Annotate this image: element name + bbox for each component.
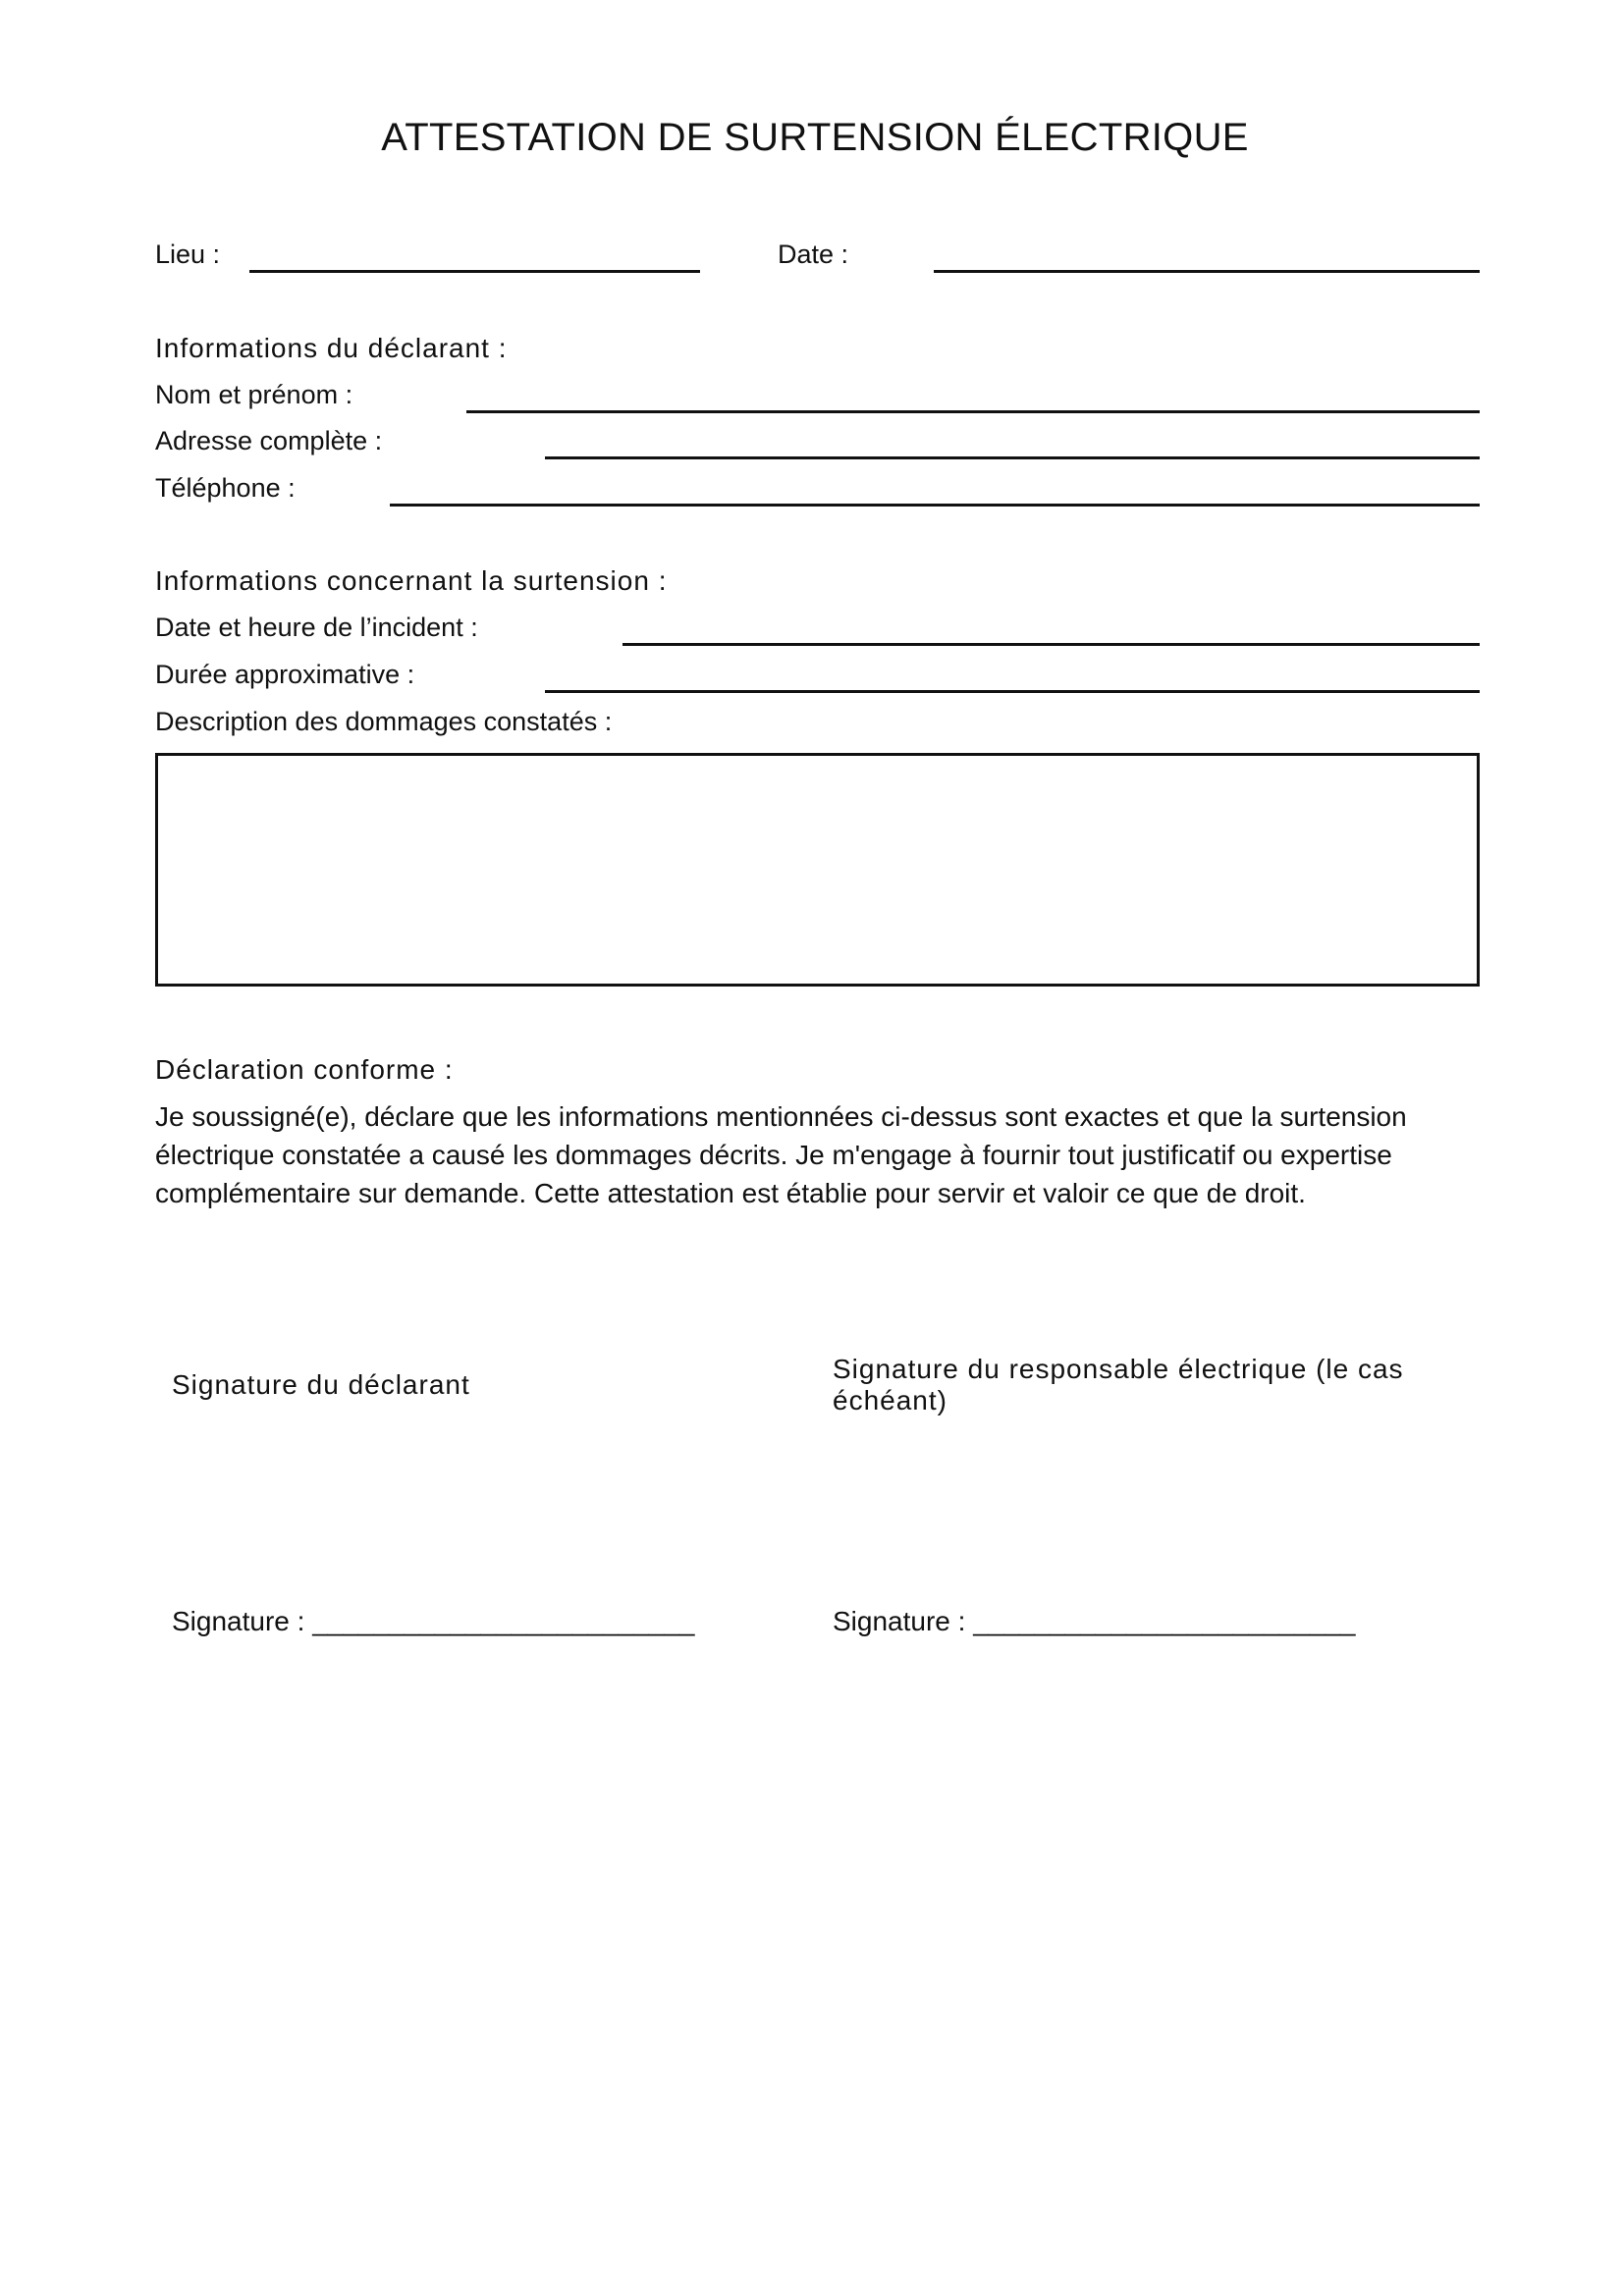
duree-underline	[545, 690, 1480, 693]
telephone-label: Téléphone :	[155, 473, 296, 503]
nom-prenom-label: Nom et prénom :	[155, 380, 353, 409]
adresse-underline	[545, 456, 1480, 459]
surtension-section-heading: Informations concernant la surtension :	[155, 565, 668, 596]
nom-prenom-underline	[466, 410, 1480, 413]
date-label: Date :	[778, 240, 849, 269]
nom-prenom-input[interactable]	[466, 377, 1480, 410]
description-textarea[interactable]	[155, 753, 1480, 987]
date-underline	[934, 270, 1480, 273]
telephone-input[interactable]	[390, 470, 1480, 504]
lieu-label: Lieu :	[155, 240, 221, 269]
declaration-text: Je soussigné(e), déclare que les informations mentionnées ci-dessus sont exactes et que la surtension électrique constatée a causé les dommages décrits. Je m'engage à fournir tout justificatif ou expertise complémentaire sur demande. Cette attestation est établie pour servir et valoir ce que de droit.	[155, 1101, 1407, 1208]
adresse-label: Adresse complète :	[155, 426, 383, 455]
duree-label: Durée approximative :	[155, 660, 415, 689]
description-label: Description des dommages constatés :	[155, 707, 613, 736]
lieu-input[interactable]	[249, 237, 700, 270]
date-heure-label: Date et heure de l’incident :	[155, 613, 478, 642]
declaration-heading: Déclaration conforme :	[155, 1054, 454, 1085]
declarant-signature-heading: Signature du déclarant	[172, 1369, 470, 1400]
date-input[interactable]	[934, 237, 1480, 270]
telephone-underline	[390, 504, 1480, 507]
declarant-signature-line[interactable]: Signature : _________________________	[172, 1606, 695, 1636]
date-heure-input[interactable]	[623, 610, 1480, 643]
document-title: ATTESTATION DE SURTENSION ÉLECTRIQUE	[381, 116, 1249, 159]
responsable-signature-heading: Signature du responsable électrique (le cas échéant)	[833, 1354, 1404, 1415]
lieu-underline	[249, 270, 700, 273]
duree-input[interactable]	[545, 657, 1480, 690]
responsable-signature-line[interactable]: Signature : _________________________	[833, 1606, 1356, 1636]
declarant-section-heading: Informations du déclarant :	[155, 333, 508, 363]
date-heure-underline	[623, 643, 1480, 646]
adresse-input[interactable]	[545, 423, 1480, 456]
